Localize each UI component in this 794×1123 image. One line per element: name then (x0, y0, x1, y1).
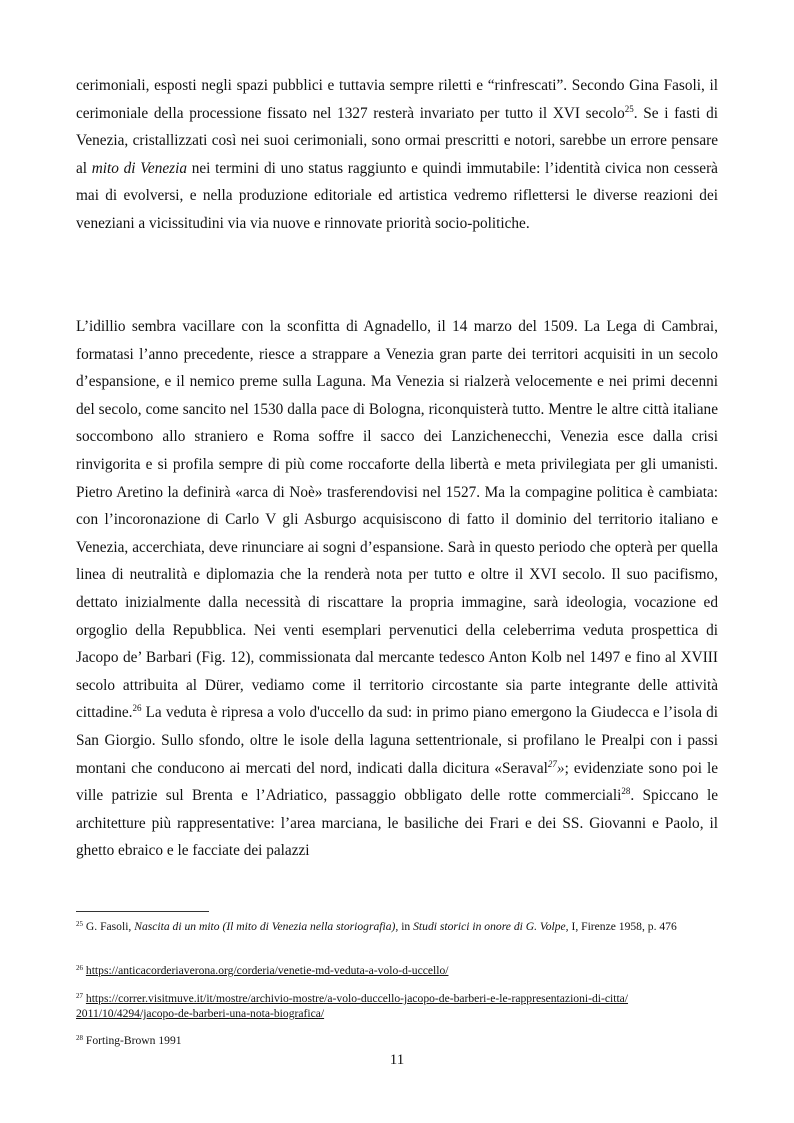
footnote-text: in (398, 920, 414, 933)
footnote-author: G. Fasoli, (83, 920, 135, 933)
text-run: L’idillio sembra vacillare con la sconfitta di Agnadello, il 14 marzo del 1509. La Lega di Cambrai, formatasi l’anno precedente, riesce a strappare a Venezia gran parte dei territori acquisiti in un secolo d’espansione, e il nemico preme sulla Laguna. Ma Venezia si rialzerà velocemente e nei primi decenni del secolo, come sancito nel 1530 dalla pace di Bologna, riconquisterà tutto. Mentre le altre città italiane soccombono allo straniero e Roma soffre il sacco dei Lanzichenecchi, Venezia esce dalla crisi rinvigorita e si profila sempre di più come roccaforte della libertà e meta privilegiata per gli umanisti. Pietro Aretino la definirà «arca di Noè» trasferendovisi nel 1527. Ma la compagine politica è cambiata: con l’incoronazione di Carlo V gli Asburgo acquisiscono di fatto il dominio del territorio italiano e Venezia, accerchiata, deve rinunciare ai sogni d’espansione. Sarà in questo periodo che opterà per quella linea di neutralità e diplomazia che la renderà nota per tutto e oltre il XVI secolo. Il suo pacifismo, dettato inizialmente dalla necessità di riscattare la propria immagine, sarà ideologia, vocazione ed orgoglio della Repubblica. Nei venti esemplari pervenutici della celeberrima veduta prospettica di Jacopo de’ Barbari (Fig. 12), commissionata dal mercante tedesco Anton Kolb nel 1497 e fino al XVIII secolo attribuita al Dürer, vediamo come il territorio circostante sia parte integrante delle attività cittadine. (76, 318, 718, 722)
footnote-number: 25 (76, 920, 83, 928)
footnote-separator (76, 911, 209, 912)
footnote-link-continuation[interactable]: 2011/10/4294/jacopo-de-barberi-una-nota-biografica/ (76, 1007, 325, 1020)
footnote-number: 28 (76, 1034, 83, 1042)
text-run: . Se i fasti di Venezia, cristallizzati così nei suoi cerimoniali, sono ormai prescritti e notori, sarebbe un errore pensare al (76, 104, 718, 177)
body-paragraph-1 (76, 72, 718, 238)
footnote-25 (76, 919, 718, 934)
text-run: » (556, 759, 565, 777)
text-run: La veduta è ripresa a volo d'uccello da sud: in primo piano emergono la Giudecca e l’isola di San Giorgio. Sullo sfondo, oltre le isole della laguna settentrionale, si profilano le Prealpi con i passi montani che conducono ai mercati del nord, indicati dalla dicitura «Seraval (76, 704, 718, 777)
text-run: cerimoniali, esposti negli spazi pubblici e tuttavia sempre riletti e “rinfrescati”. Secondo Gina Fasoli, il cerimoniale della processione fissato nel 1327 resterà invariato per tutto il XVI secolo (76, 77, 718, 122)
footnote-title: Nascita di un mito (Il mito di Venezia nella storiografia), (134, 920, 399, 933)
footnote-link[interactable]: https://anticacorderiaverona.org/corderia/venetie-md-veduta-a-volo-d-uccello/ (85, 964, 449, 977)
footnote-text: Forting-Brown 1991 (83, 1034, 182, 1047)
footnote-ref-26[interactable]: 26 (132, 703, 142, 714)
text-run: . Spiccano le architetture più rappresentative: l’area marciana, le basiliche dei Frari e dei SS. Giovanni e Paolo, il ghetto ebraico e le facciate dei palazzi (76, 787, 718, 860)
italic-term: mito di Venezia (91, 159, 187, 177)
page-number: 11 (389, 1052, 405, 1068)
text-run: ; evidenziate sono poi le ville patrizie sul Brenta e l’Adriatico, passaggio obbligato delle rotte commerciali (76, 759, 718, 805)
footnote-28 (76, 1033, 718, 1048)
footnote-text: I, Firenze 1958, p. 476 (568, 920, 677, 933)
footnote-26 (76, 963, 718, 978)
body-paragraph-2 (76, 313, 718, 865)
footnote-link[interactable]: https://correr.visitmuve.it/it/mostre/archivio-mostre/a-volo-duccello-jacopo-de-barberi-e-le-rappresentazioni-di-citta/ (85, 992, 629, 1005)
footnote-ref-25[interactable]: 25 (624, 103, 634, 114)
footnote-27 (76, 991, 718, 1021)
footnote-ref-27[interactable]: 27 (547, 758, 557, 769)
text-run: nei termini di uno status raggiunto e quindi immutabile: l’identità civica non cesserà mai di evolversi, e nella produzione editoriale ed artistica vedremo riflettersi le diverse reazioni dei veneziani a vicissitudini via via nuove e rinnovate priorità socio-politiche. (76, 159, 718, 232)
footnote-number: 26 (76, 964, 83, 972)
footnote-number: 27 (76, 992, 83, 1000)
footnote-source: Studi storici in onore di G. Volpe, (413, 920, 569, 933)
footnote-ref-28[interactable]: 28 (621, 786, 631, 797)
